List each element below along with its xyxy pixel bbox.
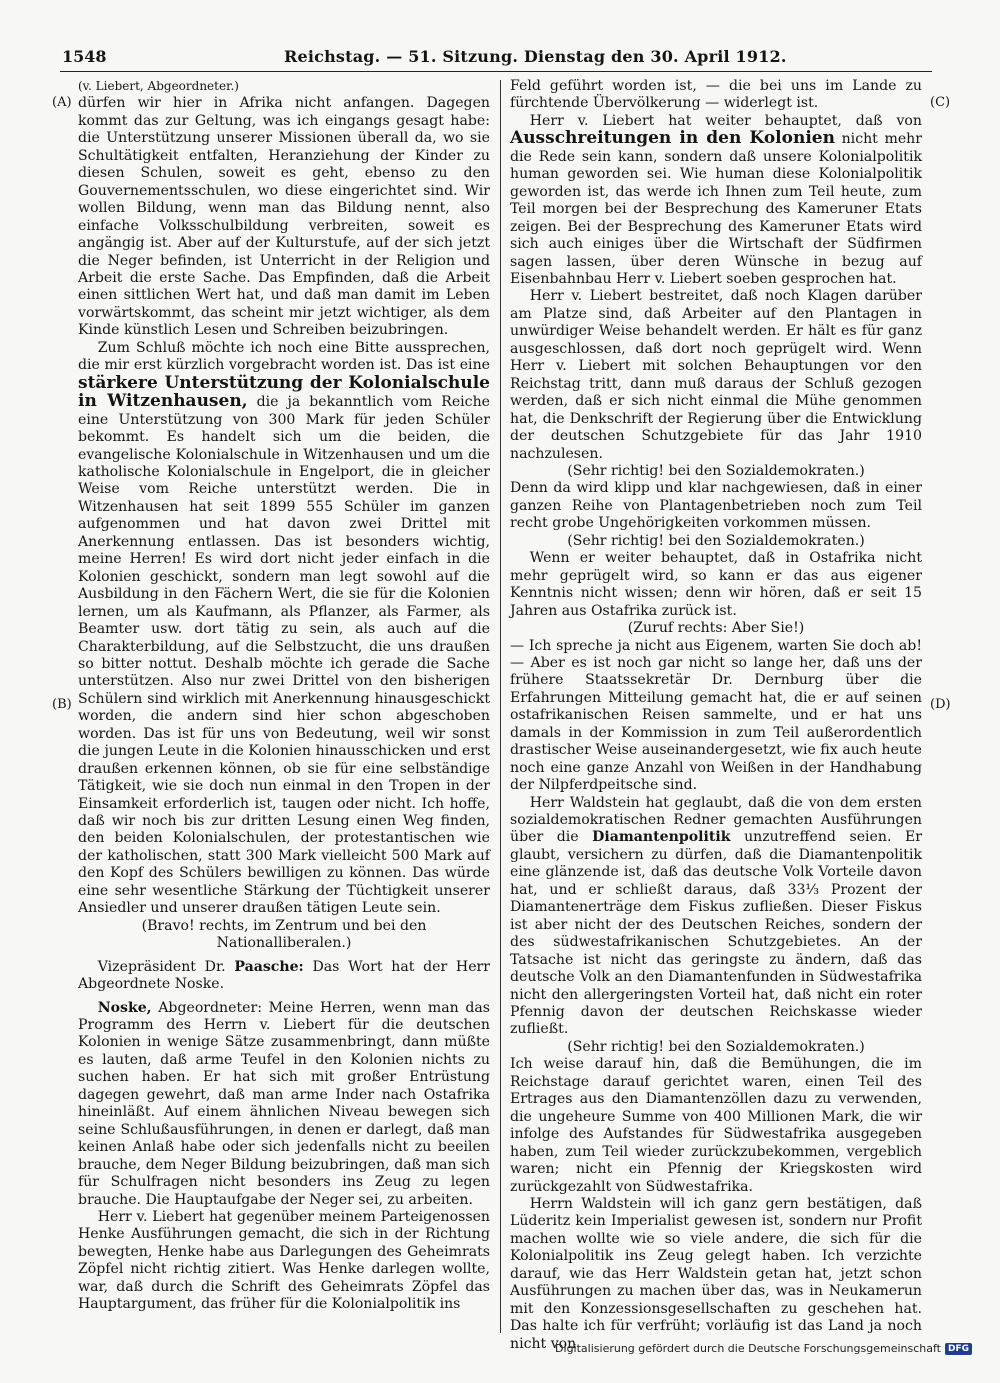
emphasis: Diamantenpolitik bbox=[592, 829, 731, 846]
footer-credit bbox=[555, 1342, 972, 1355]
margin-marker-b: (B) bbox=[52, 697, 72, 712]
speaker-continued: (v. Liebert, Abgeordneter.) bbox=[78, 79, 239, 93]
margin-marker-c: (C) bbox=[930, 95, 951, 110]
dfg-logo-icon: DFG bbox=[945, 1343, 972, 1355]
right-column bbox=[510, 78, 922, 1353]
text-run: Vizepräsident Dr. bbox=[97, 958, 226, 975]
speaker-name: Paasche: bbox=[234, 958, 304, 975]
footer-text: Digitalisierung gefördert durch die Deutsche Forschungsgemeinschaft bbox=[555, 1342, 941, 1355]
paragraph: Herrn Waldstein will ich ganz gern bestätigen, daß Lüderitz kein Imperialist gewesen ist, sondern nur Profit machen wollte wie so viele andere, die sich für die Kolonialpolitik ins Zeug gelegt haben. Ich verzichte darauf, wie das Herr Waldstein getan hat, jetzt schon Ausführungen zu machen über das, was in Neukamerun mit den Konzessionsgesellschaften zu geschehen hat. Das halte ich für verfrüht; vorläufig ist das Land ja noch nicht von bbox=[510, 1196, 922, 1352]
emphasis: Ausschreitungen in den Kolonien bbox=[510, 128, 835, 149]
text-run: Zum Schluß möchte ich noch eine Bitte aussprechen, die mir erst kürzlich vorgebracht worden ist. Das ist eine bbox=[78, 339, 490, 374]
paragraph bbox=[78, 340, 490, 918]
paragraph: Ich weise darauf hin, daß die Bemühungen, die im Reichstage darauf gerichtet waren, einen Teil des Ertrages aus den Diamantenzöllen dazu zu verwenden, die ungeheure Summe von 400 Millionen Mark, die wir infolge des Aufstandes für Südwestafrika ausgegeben haben, zum Teil wieder zurückzubekommen, vergeblich waren; nicht ein Pfennig der Kriegskosten wird zurückgezahlt von Südwestafrika. bbox=[510, 1056, 922, 1195]
text-run: die ja bekanntlich vom Reiche eine Unterstützung von 300 Mark für jeden Schüler bekommt. Es handelt sich um die beiden, die evangelische Kolonialschule in Witzenhausen und um die katholische Kolonialschule in Engelport, die in gleicher Weise vom Reiche unterstützt werden. Die in Witzenhausen hat seit 1899 555 Schüler im ganzen aufgenommen und hat davon zwei Drittel mit Anerkennung entlassen. Das ist besonders wichtig, meine Herren! Es wird dort nicht jeder einfach in die Kolonien geschickt, sondern man legt sowohl auf die Ausbildung in den Fächern Wert, die sie für die Kolonien lernen, um als Kaufmann, als Pflanzer, als Farmer, als Beamter usw. dort tätig zu sein, als auch auf die Charakterbildung, auf die Selbstzucht, die uns draußen so bitter nottut. Deshalb möchte ich gerade die Sache unterstützen. Also nur zwei Drittel von den bisherigen Schülern sind wirklich mit Anerkennung hinausgeschickt worden, die andern sind hier schon abgeschoben worden. Das ist für uns von Bedeutung, weil wir sonst die jungen Leute in die Kolonien hinausschicken und erst draußen erkennen können, ob sie für eine selbständige Tätigkeit, wie sie doch nun einmal in den Tropen in der Einsamkeit erforderlich ist, taugen oder nicht. Ich hoffe, daß wir noch bis zur dritten Lesung einen Weg finden, den beiden Kolonialschulen, der protestantischen wie der katholischen, statt 300 Mark vielleicht 500 Mark auf den Kopf des Schülers bewilligen zu können. Das würde eine sehr wesentliche Stärkung der Tüchtigkeit unserer Ansiedler und unserer draußen tätigen Leute sein. bbox=[78, 394, 490, 917]
paragraph: Denn da wird klipp und klar nachgewiesen, daß in einer ganzen Reihe von Plantagenbetrieben noch zum Teil recht grobe Ungehörigkeiten vorkommen müssen. bbox=[510, 480, 922, 532]
margin-marker-a: (A) bbox=[52, 95, 72, 110]
interjection: (Sehr richtig! bei den Sozialdemokraten.) bbox=[567, 462, 865, 479]
interjection: (Zuruf rechts: Aber Sie!) bbox=[627, 620, 805, 637]
paragraph bbox=[78, 1000, 490, 1209]
left-column bbox=[78, 78, 490, 1314]
text-run: Herr Waldstein hat geglaubt, daß die von dem ersten sozialdemokratischen Redner gemachten Ausführungen über die bbox=[510, 794, 922, 846]
header-rule bbox=[60, 71, 932, 72]
text-run: nicht mehr die Rede sein kann, sondern daß unsere Kolonialpolitik human geworden sei. Wie human diese Kolonialpolitik geworden ist, das werde ich Ihnen zum Teil heute, zum Teil morgen bei der Besprechung des Kameruner Etats zeigen. Bei der Besprechung des Kameruner Etats wird sich auch einiges über die Wirtschaft der Südfirmen sagen lassen, über deren Wünsche in bezug auf Eisenbahnbau Herr v. Liebert soeben gesprochen hat. bbox=[510, 131, 922, 287]
emphasis: stärkere Unterstützung der Kolonialschule in Witzenhausen, bbox=[78, 372, 490, 412]
paragraph bbox=[510, 795, 922, 1039]
paragraph: dürfen wir hier in Afrika nicht anfangen. Dagegen kommt das zur Geltung, was ich eingangs gesagt habe: die Unterstützung unserer Missionen überall da, wo sie Schultätigkeit entfalten, Heranziehung der Kinder zu diesen Schulen, soweit es geht, ebenso zu den Gouvernementsschulen, wo diese eingerichtet sind. Wir wollen Bildung, wenn man das Bildung nennt, also einfache Volksschulbildung verbreiten, soweit es angängig ist. Aber auf der Kulturstufe, auf der sich jetzt die Neger befinden, ist Unterricht in der Religion und Arbeit die erste Sache. Das Empfinden, daß die Arbeit einen sittlichen Wert hat, und daß man damit im Leben vorwärtskommt, das scheint mir jetzt wichtiger, als dem Kinde künstlich Lesen und Schreiben beizubringen. bbox=[78, 95, 490, 339]
column-divider bbox=[500, 80, 501, 1333]
speaker-name: Noske, bbox=[97, 999, 152, 1016]
margin-marker-d: (D) bbox=[930, 697, 951, 712]
text-run: Das Wort hat der Herr Abgeordnete Noske. bbox=[78, 958, 491, 993]
paragraph: Wenn er weiter behauptet, daß in Ostafrika nicht mehr geprügelt wird, so kann er das aus eigener Kenntnis nicht wissen; denn wir hören, daß er seit 15 Jahren aus Ostafrika zurück ist. bbox=[510, 550, 922, 619]
paragraph bbox=[78, 959, 490, 994]
paragraph: — Ich spreche ja nicht aus Eigenem, warten Sie doch ab! — Aber es ist noch gar nicht so lange her, daß uns der frühere Staatssekretär Dr. Dernburg über die Erfahrungen Mitteilung gemacht hat, die er auf seinen ostafrikanischen Reisen sammelte, und er hat uns damals in der Kommission in zum Teil außerordentlich drastischer Weise auseinandergesetzt, wie fix auch heute noch eine ganze Anzahl von Weißen in der Handhabung der Nilpferdpeitsche sind. bbox=[510, 637, 922, 794]
text-run: unzutreffend seien. Er glaubt, versichern zu dürfen, daß die Diamantenpolitik eine glänzende ist, daß das deutsche Volk Vorteile davon hat, und er schließt daraus, daß 33⅓ Prozent der Diamantenerträge dem Fiskus zufließen. Dieser Fiskus ist aber nicht der des Deutschen Reiches, sondern der des südwestafrikanischen Schutzgebietes. An der Tatsache ist nicht das geringste zu ändern, daß das deutsche Volk an den Diamantenfunden in Südwestafrika nicht den allergeringsten Vorteil hat, daß nicht ein roter Pfennig davon der deutschen Reichskasse wieder zufließt. bbox=[510, 829, 923, 1038]
paragraph: Feld geführt worden ist, — die bei uns im Lande zu fürchtende Übervölkerung — widerlegt ist. bbox=[510, 78, 922, 112]
interjection: (Sehr richtig! bei den Sozialdemokraten.) bbox=[567, 1038, 865, 1055]
paragraph: Herr v. Liebert bestreitet, daß noch Klagen darüber am Platze sind, daß Arbeiter auf den Plantagen in unwürdiger Weise behandelt werden. Er hält es für ganz ausgeschlossen, daß dort noch geprügelt wird. Wenn Herr v. Liebert mit solchen Behauptungen vor den Reichstag tritt, dann muß daraus der Schluß gezogen werden, daß er sich nicht einmal die Mühe genommen hat, die Denkschrift der Regierung über die Entwicklung der deutschen Schutzgebiete für das Jahr 1910 nachzulesen. bbox=[510, 288, 922, 462]
paragraph: Herr v. Liebert hat gegenüber meinem Parteigenossen Henke Ausführungen gemacht, die sich in der Richtung bewegten, Henke habe aus Darlegungen des Geheimrats Zöpfel nicht richtig zitiert. Was Henke darlegen wollte, war, daß durch die Schrift des Geheimrats Zöpfel das Hauptargument, das früher für die Kolonialpolitik ins bbox=[78, 1209, 490, 1313]
interjection: (Bravo! rechts, im Zentrum und bei den Nationalliberalen.) bbox=[141, 917, 427, 952]
paragraph bbox=[510, 113, 922, 289]
text-run: Herr v. Liebert hat weiter behauptet, daß von bbox=[529, 112, 922, 129]
page-number: 1548 bbox=[62, 47, 107, 66]
running-title: Reichstag. — 51. Sitzung. Dienstag den 30. April 1912. bbox=[284, 47, 787, 66]
text-run: Abgeordneter: Meine Herren, wenn man das Programm des Herrn v. Liebert für die deutschen Kolonien in wenige Sätze zusammenbringt, dann müßte es lauten, daß arme Teufel in den Kolonien nichts zu suchen haben. Er hat sich mit großer Entrüstung dagegen gewehrt, daß man arme Inder nach Ostafrika hineinläßt. Auf einem ähnlichen Niveau bewegen sich seine Schlußausführungen, in denen er darlegt, daß man keinen Anlaß habe oder sich jedenfalls nicht zu beeilen brauche, dem Neger Bildung beizubringen, daß man sich für Schulfragen nicht besonders ins Zeug zu legen brauche. Die Hauptaufgabe der Neger sei, zu arbeiten. bbox=[78, 999, 490, 1208]
page-header bbox=[62, 44, 932, 70]
interjection: (Sehr richtig! bei den Sozialdemokraten.) bbox=[567, 532, 865, 549]
